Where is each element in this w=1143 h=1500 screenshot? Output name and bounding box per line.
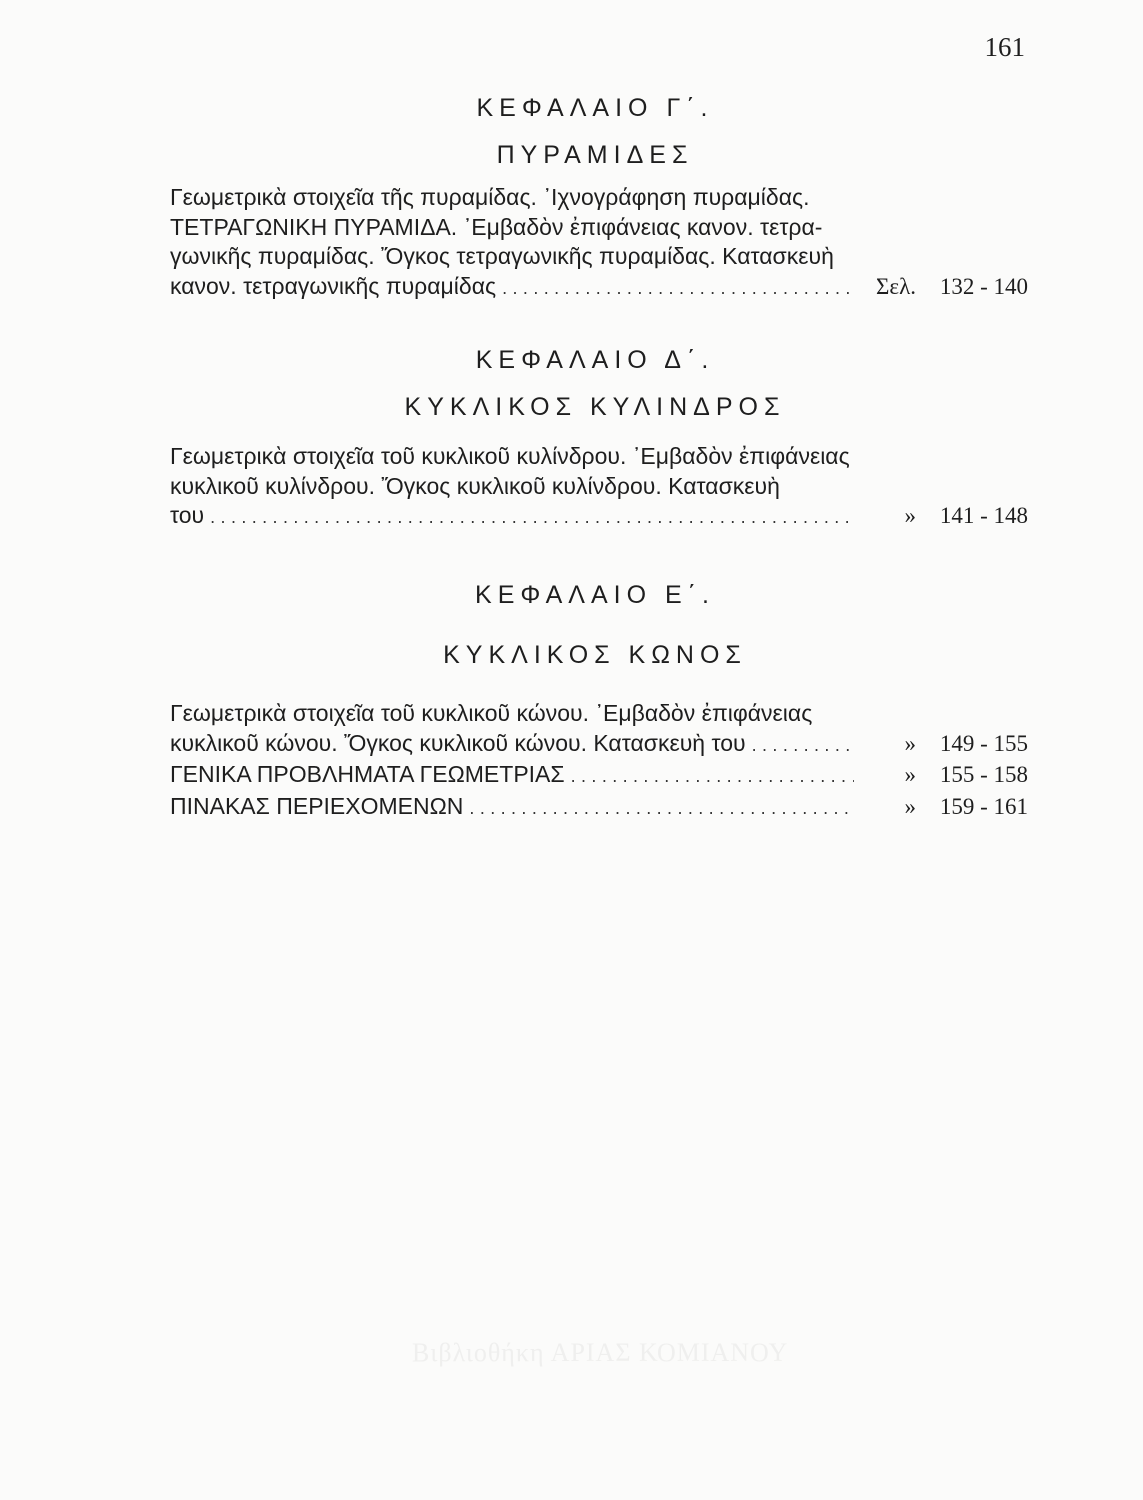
- chapter-heading-d: ΚΕΦΑΛΑΙΟ Δ΄.: [475, 346, 715, 374]
- entry-line: ΤΕΤΡΑΓΩΝΙΚΗ ΠΥΡΑΜΙΔΑ. ᾿Εμβαδὸν ἐπιφάνειας κανον. τετρα-: [170, 213, 823, 240]
- entry-title: ΓΕΝΙΚΑ ΠΡΟΒΛΗΜΑΤΑ ΓΕΩΜΕΤΡΙΑΣ: [170, 761, 565, 787]
- ditto-mark: »: [904, 730, 916, 756]
- entry-line: γωνικῆς πυραμίδας. Ὄγκος τετραγωνικῆς πυραμίδας. Κατασκευὴ: [170, 243, 834, 269]
- ditto-mark: »: [904, 793, 916, 819]
- page-range: 141 - 148: [939, 503, 1028, 528]
- ditto-mark: »: [904, 762, 916, 787]
- dot-leader: [571, 762, 854, 792]
- chapter-heading-g: ΚΕΦΑΛΑΙΟ Γ΄.: [476, 94, 714, 122]
- library-watermark: Βιβλιοθήκη ΑΡΙΑΣ ΚΟΜΙΑΝΟΥ: [412, 1338, 789, 1367]
- dot-leader: [752, 731, 854, 761]
- dot-leader: [502, 274, 854, 304]
- entry-line: Γεωμετρικὰ στοιχεῖα τῆς πυραμίδας. ᾿Ιχνογράφηση πυραμίδας.: [170, 184, 810, 210]
- toc-entry-general-problems: [170, 760, 1028, 792]
- entry-line: κυκλικοῦ κυλίνδρου. Ὄγκος κυκλικοῦ κυλίνδρου. Κατασκευὴ: [170, 472, 780, 499]
- toc-entry-cone: [170, 699, 1028, 823]
- entry-last-line: κανον. τετραγωνικῆς πυραμίδας: [170, 272, 497, 299]
- page-range: 149 - 155: [939, 730, 1028, 756]
- page-label: Σελ.: [876, 273, 916, 299]
- toc-entry-contents: [170, 792, 1028, 824]
- entry-line: Γεωμετρικὰ στοιχεῖα τοῦ κυκλικοῦ κώνου. ᾿Εμβαδὸν ἐπιφάνειας: [170, 700, 813, 726]
- chapter-title-cylinder: ΚΥΚΛΙΚΟΣ ΚΥΛΙΝΔΡΟΣ: [404, 393, 786, 421]
- entry-last-line: του: [170, 502, 205, 528]
- entry-leader-line: [170, 729, 1028, 761]
- chapter-heading-e: ΚΕΦΑΛΑΙΟ Ε΄.: [475, 581, 715, 609]
- chapter-title-cone: ΚΥΚΛΙΚΟΣ ΚΩΝΟΣ: [443, 641, 747, 669]
- dot-leader: [210, 503, 854, 533]
- entry-leader-line: [170, 501, 1028, 533]
- ditto-mark: »: [904, 503, 916, 528]
- page-number: 161: [984, 32, 1025, 62]
- entry-leader-line: [170, 272, 1028, 304]
- entry-title: ΠΙΝΑΚΑΣ ΠΕΡΙΕΧΟΜΕΝΩΝ: [170, 792, 464, 819]
- chapter-title-pyramids: ΠΥΡΑΜΙΔΕΣ: [496, 141, 694, 169]
- page-range: 155 - 158: [939, 762, 1028, 787]
- toc-entry-cylinder: [170, 442, 1028, 533]
- dot-leader: [469, 794, 854, 824]
- entry-line: Γεωμετρικὰ στοιχεῖα τοῦ κυκλικοῦ κυλίνδρου. ᾿Εμβαδὸν ἐπιφάνειας: [170, 443, 850, 469]
- toc-entry-pyramids: [170, 183, 1028, 303]
- page-range: 132 - 140: [939, 273, 1028, 299]
- page-range: 159 - 161: [939, 793, 1028, 819]
- entry-last-line: κυκλικοῦ κώνου. Ὄγκος κυκλικοῦ κώνου. Κατασκευὴ του: [170, 729, 746, 756]
